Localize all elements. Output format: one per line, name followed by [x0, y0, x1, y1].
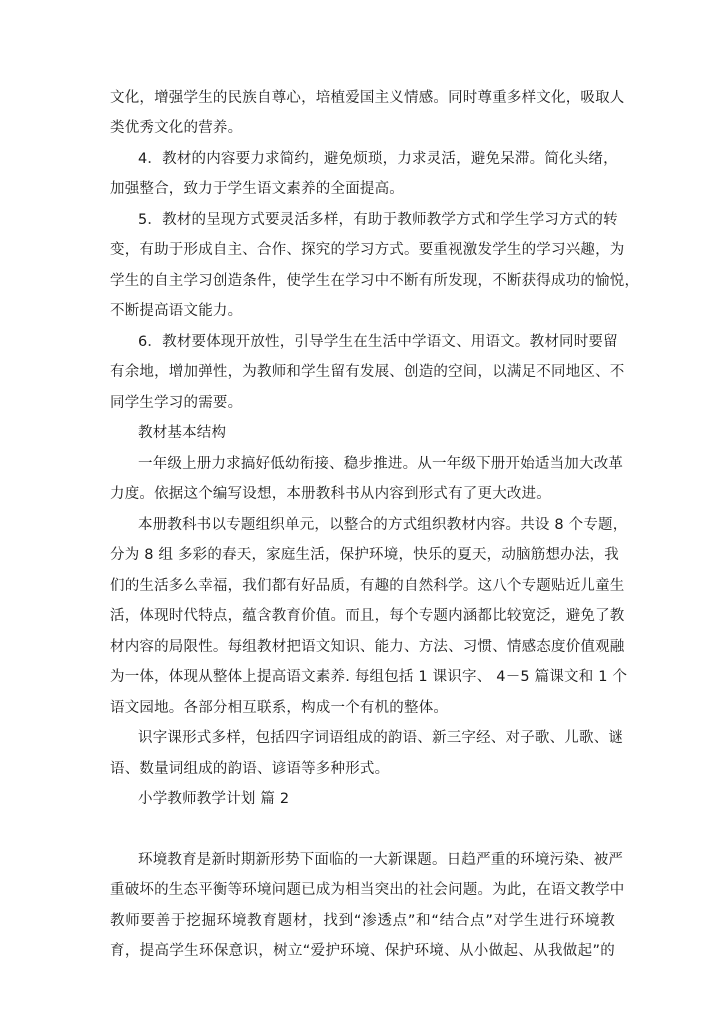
section-heading: 小学教师教学计划 篇 2: [138, 791, 290, 807]
text-line: 6．教材要体现开放性，引导学生在生活中学语文、用语文。教材同时要留: [138, 334, 618, 350]
text-line: 重破坏的生态平衡等环境问题已成为相当突出的社会问题。为此，在语文教学中: [110, 882, 625, 898]
text-line: 识字课形式多样，包括四字词语组成的韵语、新三字经、对子歌、儿歌、谜: [138, 730, 624, 746]
text-line: 力度。依据这个编写设想，本册教科书从内容到形式有了更大改进。: [110, 486, 551, 502]
text-line: 分为 8 组 多彩的春天，家庭生活，保护环境，快乐的夏天，动脑筋想办法，我: [110, 547, 619, 563]
text-line: 学生的自主学习创造条件，使学生在学习中不断有所发现，不断获得成功的愉悦，: [110, 273, 640, 289]
text-line: 语、数量词组成的韵语、谚语等多种形式。: [110, 761, 390, 777]
text-line: 类优秀文化的营养。: [110, 120, 243, 136]
text-line: 环境教育是新时期新形势下面临的一大新课题。日趋严重的环境污染、被严: [138, 852, 624, 868]
text-line: 语文园地。各部分相互联系，构成一个有机的整体。: [110, 700, 449, 716]
text-line: 一年级上册力求搞好低幼衔接、稳步推进。从一年级下册开始适当加大改革: [138, 456, 624, 472]
text-line: 同学生学习的需要。: [110, 395, 243, 411]
text-line: 们的生活多么幸福，我们都有好品质，有趣的自然科学。这八个专题贴近儿童生: [110, 578, 625, 594]
text-line: 育，提高学生环保意识，树立“爱护环境、保护环境、从小做起、从我做起”的: [110, 943, 615, 959]
text-line: 不断提高语文能力。: [110, 303, 243, 319]
text-line: 活，体现时代特点，蕴含教育价值。而且，每个专题内涵都比较宽泛，避免了教: [110, 608, 625, 624]
text-line: 文化，增强学生的民族自尊心，培植爱国主义情感。同时尊重多样文化，吸取人: [110, 90, 625, 106]
text-line: 5．教材的呈现方式要灵活多样，有助于教师教学方式和学生学习方式的转: [138, 212, 618, 228]
text-line: 4．教材的内容要力求简约，避免烦琐，力求灵活，避免呆滞。简化头绪，: [138, 151, 618, 167]
text-line: 材内容的局限性。每组教材把语文知识、能力、方法、习惯、情感态度价值观融: [110, 639, 625, 655]
text-line: 变，有助于形成自主、合作、探究的学习方式。要重视激发学生的学习兴趣，为: [110, 242, 625, 258]
text-line: 教师要善于挖掘环境教育题材，找到“渗透点”和“结合点”对学生进行环境教: [110, 913, 615, 929]
text-line: 为一体，体现从整体上提高语文素养. 每组包括 1 课识字、 4－5 篇课文和 1 个: [110, 669, 628, 685]
text-line: 加强整合，致力于学生语文素养的全面提高。: [110, 181, 404, 197]
section-heading: 教材基本结构: [138, 425, 227, 441]
text-line: 本册教科书以专题组织单元，以整合的方式组织教材内容。共设 8 个专题，: [138, 517, 628, 533]
text-line: 有余地，增加弹性，为教师和学生留有发展、创造的空间，以满足不同地区、不: [110, 364, 625, 380]
